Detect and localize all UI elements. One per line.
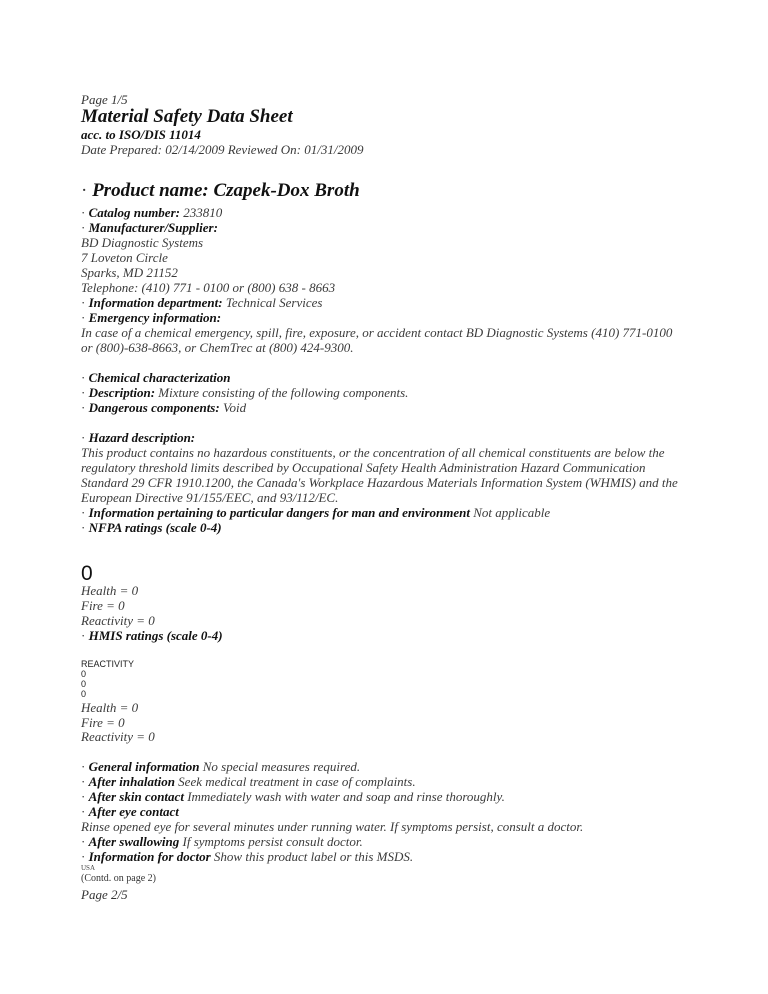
catalog-number: · Catalog number: 233810 [81,205,223,220]
information-department: · Information department: Technical Services [81,295,323,310]
particular-dangers-label: Information pertaining to particular dangers for man and environment [88,505,470,520]
document-subtitle: acc. to ISO/DIS 11014 [81,127,201,142]
page-number-next: Page 2/5 [81,887,128,902]
information-department-value: Technical Services [225,295,323,310]
general-information: · General information No special measures required. [81,759,361,774]
description-value: Mixture consisting of the following components. [158,385,409,400]
particular-dangers-value: Not applicable [473,505,551,520]
after-swallowing: · After swallowing If symptoms persist consult doctor. [81,834,363,849]
hmis-fire: Fire = 0 [81,715,125,730]
catalog-number-value: 233810 [183,205,223,220]
particular-dangers: · Information pertaining to particular dangers for man and environment Not applicable [81,505,551,520]
information-for-doctor-label: Information for doctor [88,849,211,864]
region-label: USA [81,864,96,872]
after-inhalation-label: After inhalation [88,774,175,789]
information-department-label: Information department: [88,295,223,310]
information-for-doctor-value: Show this product label or this MSDS. [213,849,414,864]
manufacturer-line: Telephone: (410) 771 - 0100 or (800) 638 - 8663 [81,280,336,295]
after-eye-contact-value: Rinse opened eye for several minutes under running water. If symptoms persist, consult a doctor. [81,819,584,834]
dangerous-components-value: Void [222,400,247,415]
after-swallowing-value: If symptoms persist consult doctor. [182,834,363,849]
hmis-diagram-value: 0 [81,669,87,679]
dangerous-components: · Dangerous components: Void [81,400,247,415]
manufacturer-label: Manufacturer/Supplier: [88,220,218,235]
nfpa-reactivity: Reactivity = 0 [81,613,155,628]
page-number-top: Page 1/5 [81,92,128,107]
after-eye-contact-heading: · After eye contact [81,804,179,819]
after-eye-contact-label: After eye contact [88,804,179,819]
manufacturer-line: BD Diagnostic Systems [81,235,204,250]
catalog-number-label: Catalog number: [88,205,180,220]
description: · Description: Mixture consisting of the following components. [81,385,409,400]
nfpa-diagram-value: 0 [81,562,93,585]
hmis-diagram-label: REACTIVITY [81,659,135,669]
hmis-diagram-value: 0 [81,689,87,699]
emergency-label: Emergency information: [88,310,222,325]
document-title: Material Safety Data Sheet [81,106,293,127]
manufacturer-line: Sparks, MD 21152 [81,265,178,280]
manufacturer-line: 7 Loveton Circle [81,250,168,265]
product-name-label: Product name: Czapek-Dox Broth [92,180,360,201]
hazard-description-text: This product contains no hazardous constituents, or the concentration of all chemical constituents are below the regulatory threshold limits described by Occupational Safety Health Administration Hazard Communication Standard 29 CFR 1910.1200, the Canada's Workplace Hazardous Materials Information System (WHMIS) and the European Directive 91/155/EEC, and 93/112/EC. [81,445,678,505]
manufacturer-heading: · Manufacturer/Supplier: [81,220,218,235]
hmis-health: Health = 0 [81,700,139,715]
continued-note: (Contd. on page 2) [81,873,156,884]
after-skin-contact: · After skin contact Immediately wash with water and soap and rinse thoroughly. [81,789,505,804]
emergency-heading: · Emergency information: [81,310,222,325]
after-skin-contact-label: After skin contact [88,789,184,804]
nfpa-fire: Fire = 0 [81,598,125,613]
nfpa-ratings-heading: · NFPA ratings (scale 0-4) [81,520,222,535]
general-information-value: No special measures required. [202,759,361,774]
hmis-reactivity: Reactivity = 0 [81,729,155,744]
hazard-description-heading: · Hazard description: [81,430,196,445]
hazard-description-label: Hazard description: [88,430,196,445]
dangerous-components-label: Dangerous components: [88,400,220,415]
chemical-characterization-label: Chemical characterization [88,370,231,385]
information-for-doctor: · Information for doctor Show this product label or this MSDS. [81,849,414,864]
emergency-text: In case of a chemical emergency, spill, fire, exposure, or accident contact BD Diagnostic Systems (410) 771-0100 or (800)-638-8663, or ChemTrec at (800) 424-9300. [81,325,673,355]
bullet: · [81,180,88,201]
hmis-ratings-label: HMIS ratings (scale 0-4) [88,628,223,643]
description-label: Description: [88,385,156,400]
product-name [81,180,360,202]
nfpa-health: Health = 0 [81,583,139,598]
after-swallowing-label: After swallowing [88,834,180,849]
general-information-label: General information [88,759,200,774]
hmis-ratings-heading: · HMIS ratings (scale 0-4) [81,628,223,643]
after-inhalation-value: Seek medical treatment in case of complaints. [178,774,416,789]
hmis-diagram-value: 0 [81,679,87,689]
after-inhalation: · After inhalation Seek medical treatment in case of complaints. [81,774,416,789]
nfpa-ratings-label: NFPA ratings (scale 0-4) [88,520,222,535]
chemical-characterization: · Chemical characterization [81,370,231,385]
after-skin-contact-value: Immediately wash with water and soap and rinse thoroughly. [187,789,505,804]
document-dates: Date Prepared: 02/14/2009 Reviewed On: 01/31/2009 [81,142,364,157]
